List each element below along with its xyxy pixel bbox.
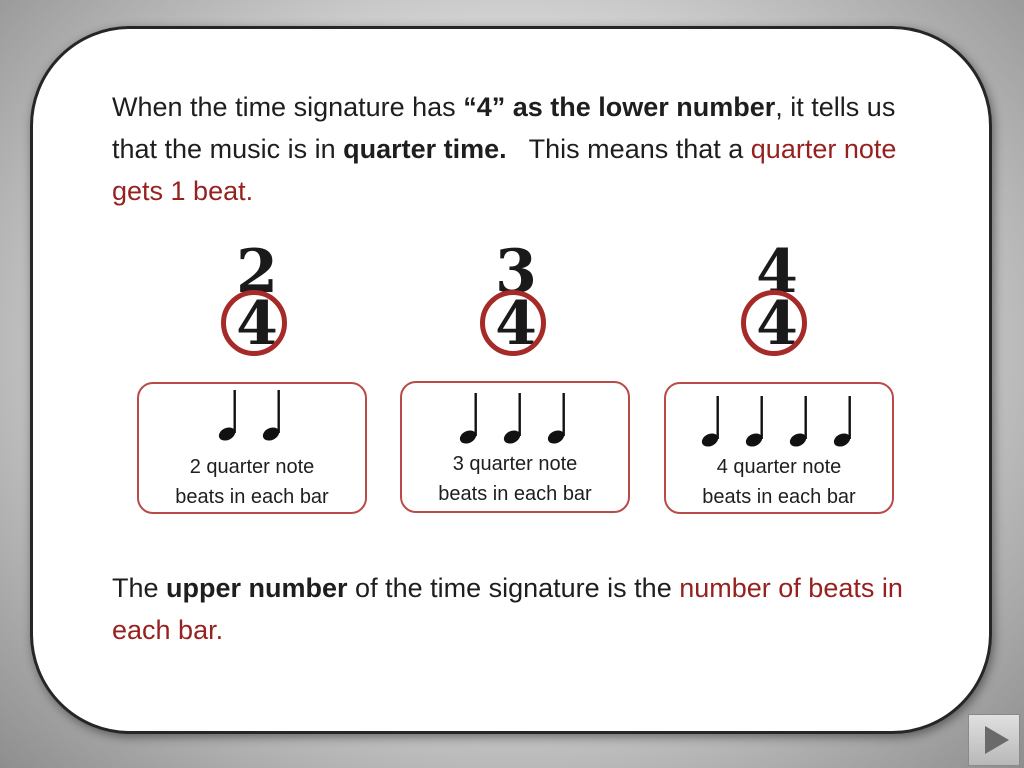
beats-box-4-4 [664, 382, 894, 514]
quarter-notes-row [666, 384, 892, 448]
time-signature-3-4 [476, 237, 556, 362]
lower-number: 4 [236, 289, 278, 359]
outro-text-1: The [112, 573, 167, 603]
intro-text-1: When the time signature has [112, 92, 464, 122]
beats-caption [139, 452, 365, 512]
quarter-note-icon [547, 389, 571, 445]
lower-number-circle [480, 290, 546, 356]
caption-line-1: 3 quarter note [452, 453, 578, 475]
quarter-note-icon [218, 386, 242, 442]
outro-paragraph [112, 567, 932, 651]
quarter-note-icon [745, 392, 769, 448]
play-triangle-icon [969, 715, 1019, 765]
lower-number-circle [741, 290, 807, 356]
intro-text-2: , it tells us that the music is in [112, 92, 896, 164]
quarter-note-icon [262, 386, 286, 442]
outro-text-2: of the time signature is the [347, 573, 680, 603]
upper-number: 3 [495, 237, 537, 307]
quarter-note-icon [503, 389, 527, 445]
beats-caption [666, 452, 892, 512]
outro-bold-upper-number: upper number [166, 573, 348, 603]
time-signature-4-4 [737, 237, 817, 362]
intro-text-3: This means that a [506, 134, 751, 164]
caption-line-1: 4 quarter note [716, 456, 842, 478]
quarter-notes-row [402, 383, 628, 447]
next-slide-button[interactable] [968, 714, 1020, 766]
lower-number: 4 [756, 289, 798, 359]
caption-line-2: beats in each bar [438, 483, 592, 505]
beats-caption [402, 449, 628, 509]
time-signature-2-4 [217, 237, 297, 362]
caption-line-1: 2 quarter note [189, 456, 315, 478]
lower-number: 4 [495, 289, 537, 359]
lower-number-circle [221, 290, 287, 356]
quarter-note-icon [701, 392, 725, 448]
quarter-note-icon [833, 392, 857, 448]
outro-highlight-beats: number of beats in each bar. [112, 573, 903, 645]
caption-line-2: beats in each bar [702, 486, 856, 508]
upper-number: 2 [236, 237, 278, 307]
beats-box-3-4 [400, 381, 630, 513]
intro-paragraph [112, 86, 932, 212]
intro-bold-lower-number: “4” as the lower number [463, 92, 776, 122]
intro-highlight-quarter-note: quarter note gets 1 beat. [112, 134, 897, 206]
intro-bold-quarter-time: quarter time. [343, 134, 507, 164]
upper-number: 4 [756, 237, 798, 307]
caption-line-2: beats in each bar [175, 486, 329, 508]
beats-box-2-4 [137, 382, 367, 514]
quarter-notes-row [139, 384, 365, 448]
quarter-note-icon [789, 392, 813, 448]
quarter-note-icon [459, 389, 483, 445]
